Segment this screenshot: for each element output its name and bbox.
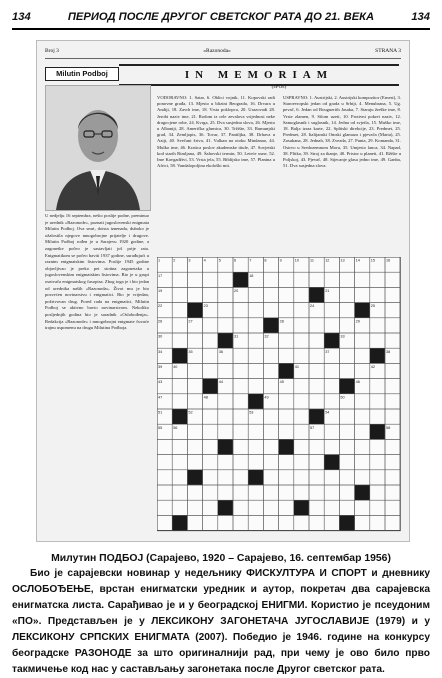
grid-number: 29 xyxy=(355,319,360,324)
grid-black-cell xyxy=(339,515,354,530)
grid-number: 58 xyxy=(386,425,391,430)
crossword-author: («PO») xyxy=(271,85,287,90)
grid-black-cell xyxy=(218,333,233,348)
clipping-masthead xyxy=(45,45,401,57)
grid-number: 32 xyxy=(264,334,269,339)
clipping-page: STRANA 3 xyxy=(375,48,401,54)
grid-number: 26 xyxy=(158,319,163,324)
grid-number: 7 xyxy=(249,258,252,263)
grid-number: 17 xyxy=(158,273,163,278)
grid-number: 38 xyxy=(386,349,391,354)
page-header xyxy=(12,8,430,26)
grid-black-cell xyxy=(218,439,233,454)
publication-name: «Razonoda» xyxy=(203,48,231,54)
portrait-illustration xyxy=(46,86,150,210)
grid-black-cell xyxy=(248,470,263,485)
bio-title: Милутин ПОДБОЈ (Сарајево, 1920 – Сарајево, 16. септембар 1956) xyxy=(51,553,391,564)
grid-number: 31 xyxy=(234,334,239,339)
grid-black-cell xyxy=(309,287,324,302)
grid-number: 57 xyxy=(310,425,315,430)
grid-number: 27 xyxy=(188,319,193,324)
masthead-rule xyxy=(45,58,401,59)
page-number-left: 134 xyxy=(12,11,31,23)
grid-number: 11 xyxy=(310,258,314,263)
grid-black-cell xyxy=(324,455,339,470)
clues-across: VODORAVNO: 1. Satar, 6. Oblici vojnik, 11. Kopovski radi ponovne građa, 13. Mjesto u blizini Beograda, 16. Drvara u Andiji, 18. Zavrh ime, 18. Vrsta poklopca, 20. Urazovadi 28. Jerobi naziv ime, 21. Rodom iz cele zevalova vrijednost neke dragocjene robe, 24. Kvrga, 25. Dva susjedna slova, 26. Mjesto u Albaniji, 28. Američka glumica, 30. Tržište, 33. Rumunjski grad, 34. Zemljopis, 36. Tovar, 37. Pantiljka, 38. Drhava u Aziji, 40. Svečani žrtva, 41. Vulkan na otoku Mindanao, 44. Mulko ime, 46. Kratica poslov akademske titule, 47. Sovjetski kod starih Rimljana, 49. Šahovski termin, 50. Leteće usne, 52. Ime Kavgadživi, 53. Vrsta jela, 55. Biblijsko ime, 57. Planina u Africi, 58. Vandalopoljina ekološki mit. xyxy=(157,95,275,169)
grid-number: 37 xyxy=(325,349,330,354)
grid-black-cell xyxy=(324,333,339,348)
grid-black-cell xyxy=(294,500,309,515)
grid-black-cell xyxy=(339,379,354,394)
clues-down: USPRAVNO: 1. Austrijski, 2. Austrijski kompozitor (Ernest), 3. Staroevropski jedan od grada u Srbiji, 4. Menubrana, 5. Ug. pevač, 6. Jedan od Bouguerith Jasaka, 7. Staraju žreške ime, 8. Vrste zlamen, 9. Silom uzeti, 10. Protivni pokret naziv, 12. Samoglasnik i suglasnik, 14. Jedna od svjetla, 15. Muško ime, 18. Balja izraz karte, 22. Splitski direkcije, 23. Predmet, 25. Predmet, 28. Italijanski Omski glamaza i pjevača (Marta), 25. Zasukana, 28. Jednah, 38. Zvezda, 27. Punta, 29. Komanda, 31. Ostrvo u Sredozemnom Moru, 35. Umjesto lanca, 34. Napad, 38. Plitka, 39. Stroj za tkanje, 40. Pristor u planeti, 41. Ržište u Poljskoj, 43. Pjevač, 48. Stjecanje glasa jedno ime, 49. Ganba, 51. Dva susjedna slova. xyxy=(283,95,401,169)
grid-black-cell xyxy=(279,363,294,378)
grid-number: 54 xyxy=(325,410,330,415)
grid-number: 30 xyxy=(158,334,163,339)
grid-number: 22 xyxy=(158,304,163,309)
grid-number: 53 xyxy=(249,410,254,415)
portrait-photo xyxy=(45,85,151,211)
grid-black-cell xyxy=(248,394,263,409)
grid-number: 15 xyxy=(370,258,376,263)
grid-black-cell xyxy=(172,348,187,363)
issue-number: Broj 3 xyxy=(45,48,59,54)
running-title: ПЕРИОД ПОСЛЕ ДРУГОГ СВЕТСКОГ РАТА ДО 21. ВЕКА xyxy=(67,11,375,23)
grid-number: 50 xyxy=(340,395,345,400)
grid-black-cell xyxy=(203,379,218,394)
grid-number: 34 xyxy=(158,349,163,354)
grid-number: 10 xyxy=(294,258,300,263)
grid-number: 44 xyxy=(218,380,224,385)
grid-number: 18 xyxy=(249,273,254,278)
grid-number: 28 xyxy=(279,319,284,324)
grid-number: 35 xyxy=(188,349,193,354)
grid-number: 6 xyxy=(234,258,237,263)
grid-black-cell xyxy=(355,485,370,500)
grid-number: 36 xyxy=(218,349,224,354)
obituary-text: U nedjelju 16 septembra, nešto poslije podne, preminuo je urednik «Razonode», poznati jugoslovenski enigmata Milutin Podboj. Ova smrt, doista iznenada, duboko je ožalostila njegove mnogobrojne prijatelje i drugove. Milutin Podboj rođen je u Sarajevu 1920 godine, a zagonetke počeo je sastavljati još prije rata. Enigmatikom se počeo baviti 1937 godine, surađujući u raznim enigmatskim listovima. Poslije 1945 godine objavljivao je preko pet stotina zagonetaka u jugoslovenskim enigmatskim listovima. Bio je u grupi osnivača enigmatskog časopisa. Zbog toga je i bio jedan od urednika naših «Razonoda». Život mu je bio posvećen novinarstvu i enigmatici. Bio je vrijedan, požrtvovan drug. Pored rada na enigmatici, Milutin Podboj se aktivno bavio novinarstvom. Nekoliko posljednjih godina bio je saradnik «Oslobođenja». Redakcija «Razonode» i mnogobrojni enigmate čuvaće trajnu uspomenu na drugu Milutina Podboja. xyxy=(45,213,149,331)
grid-number: 40 xyxy=(173,365,178,369)
grid-number: 45 xyxy=(279,380,284,385)
grid-number: 9 xyxy=(279,258,282,263)
crossword-grid xyxy=(157,257,401,533)
grid-number: 14 xyxy=(355,258,360,263)
grid-black-cell xyxy=(263,318,278,333)
grid-number: 49 xyxy=(264,395,269,400)
grid-number: 25 xyxy=(370,304,376,309)
grid-black-cell xyxy=(218,500,233,515)
grid-black-cell xyxy=(187,303,202,318)
grid-number: 19 xyxy=(158,289,163,293)
header-rule xyxy=(12,28,430,30)
grid-number: 2 xyxy=(173,258,176,263)
grid-number: 56 xyxy=(173,425,178,430)
grid-black-cell xyxy=(309,409,324,424)
grid-black-cell xyxy=(370,348,385,363)
grid-number: 8 xyxy=(264,258,267,263)
grid-black-cell xyxy=(370,424,385,439)
grid-number: 51 xyxy=(158,410,163,415)
grid-number: 55 xyxy=(158,425,163,430)
bio-text: Био је сарајевски новинар у недељнику ФИСКУЛТУРА И СПОРТ и дневнику ОСЛОБОЂЕЊЕ, врстан енигматски уредник и аутор, покретач два сарајевска енигматска листа. Сарађивао је и у београдској ЕНИГМИ. Користио је псеудоним «ПО». Представљен је у ЛЕКСИКОНУ ЗАГОНЕТАЧА ЈУГОСЛАВИЈЕ (1979) и у ЛЕКСИКОНУ СРПСКИХ ЕНИГМАТА (2007). Победио је 1946. године на конкурсу београдске РАЗОНОДЕ за што оригиналнији рад, при чему је ово било прво такмичење код нас у састављању загонетака после Другог светског рата. xyxy=(12,568,430,675)
grid-number: 52 xyxy=(188,410,193,415)
page-number-right: 134 xyxy=(411,11,430,23)
grid-number: 33 xyxy=(340,334,345,339)
grid-number: 3 xyxy=(188,258,191,263)
grid-number: 39 xyxy=(158,365,163,369)
grid-number: 4 xyxy=(203,258,206,263)
grid-number: 21 xyxy=(325,289,330,293)
memoriam-banner: IN MEMORIAM xyxy=(119,64,399,86)
grid-number: 48 xyxy=(203,395,208,400)
grid-number: 12 xyxy=(325,258,330,263)
grid-number: 46 xyxy=(355,380,360,385)
grid-number: 1 xyxy=(158,258,161,263)
grid-number: 16 xyxy=(386,258,391,263)
grid-number: 24 xyxy=(310,304,315,309)
grid-number: 20 xyxy=(234,289,239,293)
grid-number: 23 xyxy=(203,304,208,309)
obituary-name: Milutin Podboj xyxy=(45,67,119,81)
grid-black-cell xyxy=(172,515,187,530)
grid-number: 41 xyxy=(294,365,300,369)
grid-black-cell xyxy=(233,272,248,287)
grid-number: 5 xyxy=(218,258,221,263)
grid-number: 13 xyxy=(340,258,345,263)
grid-black-cell xyxy=(187,470,202,485)
grid-number: 42 xyxy=(370,365,376,369)
grid-number: 47 xyxy=(158,395,163,400)
grid-black-cell xyxy=(279,439,294,454)
newspaper-clipping xyxy=(36,40,410,542)
grid-black-cell xyxy=(355,303,370,318)
grid-number: 43 xyxy=(158,380,163,385)
grid-black-cell xyxy=(172,409,187,424)
